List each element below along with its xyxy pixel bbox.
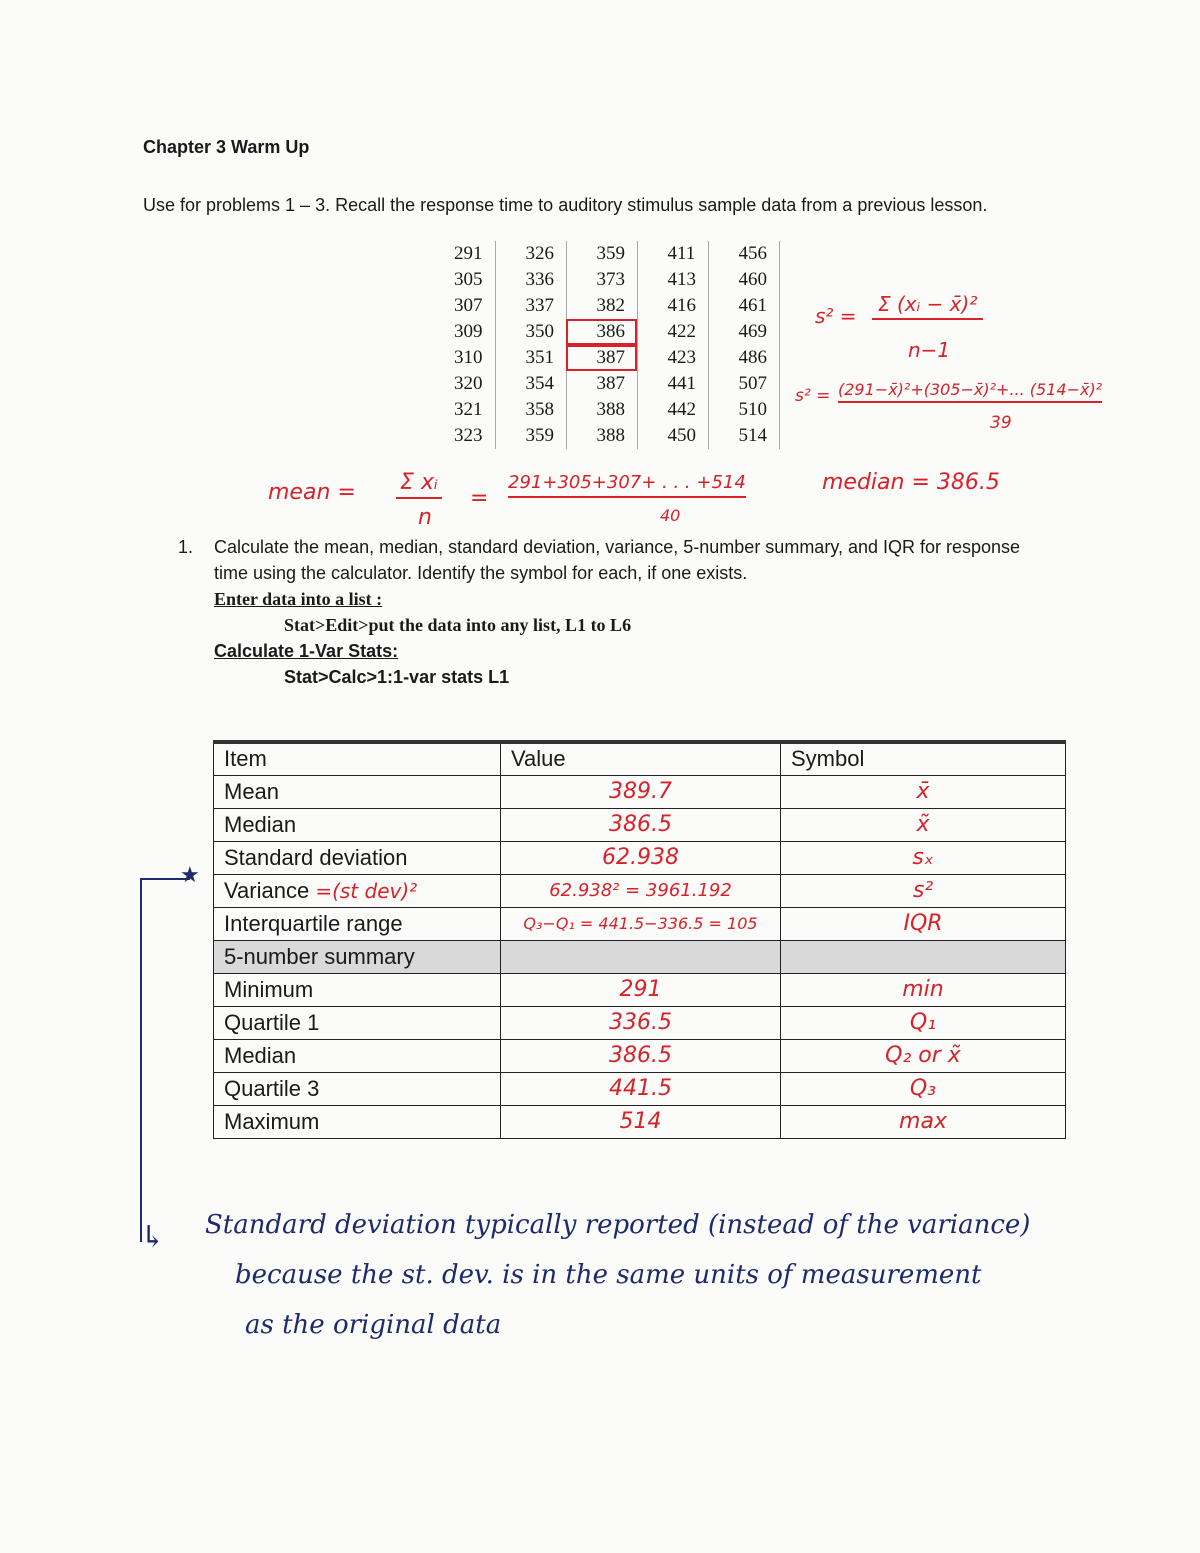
data-cell: 309 <box>424 319 495 345</box>
symbol-cell: IQR <box>781 907 1066 940</box>
question-text: Calculate the mean, median, standard deviation, variance, 5-number summary, and IQR for response time using the calculator. Identify the symbol for each, if one exists. <box>214 537 1021 583</box>
table-row <box>424 293 779 319</box>
symbol-cell: s² <box>781 874 1066 907</box>
data-cell: 350 <box>495 319 566 345</box>
table-row <box>214 1072 1066 1105</box>
data-cell: 413 <box>637 267 708 293</box>
handwritten-note <box>205 1200 1125 1350</box>
statistics-table <box>213 740 1066 1139</box>
table-row <box>424 345 779 371</box>
data-cell: 461 <box>708 293 779 319</box>
table-row <box>424 319 779 345</box>
variance-formula-denominator: n−1 <box>908 338 951 362</box>
table-row <box>214 907 1066 940</box>
table-row <box>214 1039 1066 1072</box>
question-number: 1. <box>178 537 194 557</box>
data-cell: 456 <box>708 241 779 267</box>
data-cell: 382 <box>566 293 637 319</box>
data-cell-highlighted: 386 <box>566 319 637 345</box>
table-row <box>214 775 1066 808</box>
variance-formula-lhs: s² = <box>815 304 857 328</box>
data-cell: 310 <box>424 345 495 371</box>
value-cell: 386.5 <box>501 1039 781 1072</box>
data-cell: 388 <box>566 397 637 423</box>
table-row <box>424 241 779 267</box>
table-row <box>214 874 1066 907</box>
data-cell: 305 <box>424 267 495 293</box>
table-row <box>424 397 779 423</box>
table-row <box>214 841 1066 874</box>
data-cell: 291 <box>424 241 495 267</box>
data-cell: 411 <box>637 241 708 267</box>
variance-note: =(st dev)² <box>315 878 418 903</box>
item-cell <box>214 874 501 907</box>
value-cell: 386.5 <box>501 808 781 841</box>
value-cell: 62.938 <box>501 841 781 874</box>
question-1 <box>178 534 1058 690</box>
value-cell: 291 <box>501 973 781 1006</box>
symbol-cell: Q₃ <box>781 1072 1066 1105</box>
mean-formula-denominator: n <box>418 505 432 530</box>
data-cell: 460 <box>708 267 779 293</box>
item-label: Variance <box>224 877 310 903</box>
symbol-cell: max <box>781 1105 1066 1138</box>
table-row <box>424 371 779 397</box>
item-cell: Quartile 1 <box>214 1006 501 1039</box>
data-cell: 486 <box>708 345 779 371</box>
median-annotation: median = 386.5 <box>822 470 1000 495</box>
data-cell: 422 <box>637 319 708 345</box>
item-cell: Median <box>214 1039 501 1072</box>
response-time-data-table <box>424 241 780 449</box>
note-line: because the st. dev. is in the same units of measurement <box>235 1260 982 1290</box>
data-cell: 351 <box>495 345 566 371</box>
variance-expanded-lhs: s² = <box>795 386 831 406</box>
data-cell: 373 <box>566 267 637 293</box>
star-marker-icon: ★ <box>180 862 200 887</box>
data-cell: 336 <box>495 267 566 293</box>
column-header-value: Value <box>501 742 781 775</box>
variance-expanded-numerator: (291−x̄)²+(305−x̄)²+... (514−x̄)² <box>838 380 1102 403</box>
data-cell: 358 <box>495 397 566 423</box>
value-cell: 62.938² = 3961.192 <box>501 874 781 907</box>
arrow-icon: ↳ <box>140 1220 166 1255</box>
bracket-line <box>140 878 190 1242</box>
step-1-body: Stat>Edit>put the data into any list, L1 to L6 <box>284 615 632 635</box>
data-cell-highlighted: 387 <box>566 345 637 371</box>
item-cell: Maximum <box>214 1105 501 1138</box>
data-cell: 441 <box>637 371 708 397</box>
value-cell: 336.5 <box>501 1006 781 1039</box>
data-cell: 321 <box>424 397 495 423</box>
data-cell: 326 <box>495 241 566 267</box>
table-row <box>214 1006 1066 1039</box>
step-1-heading: Enter data into a list : <box>214 589 383 609</box>
data-cell: 387 <box>566 371 637 397</box>
table-row <box>424 267 779 293</box>
data-cell: 359 <box>495 423 566 449</box>
item-cell: Minimum <box>214 973 501 1006</box>
symbol-cell: x̄ <box>781 775 1066 808</box>
data-cell: 507 <box>708 371 779 397</box>
data-cell: 388 <box>566 423 637 449</box>
data-cell: 416 <box>637 293 708 319</box>
mean-formula-numerator: Σ xᵢ <box>396 470 442 499</box>
column-header-item: Item <box>214 742 501 775</box>
item-cell: Standard deviation <box>214 841 501 874</box>
symbol-cell: min <box>781 973 1066 1006</box>
data-cell: 423 <box>637 345 708 371</box>
intro-text: Use for problems 1 – 3. Recall the response time to auditory stimulus sample data from a previous lesson. <box>143 195 988 215</box>
step-2-body: Stat>Calc>1:1-var stats L1 <box>284 667 510 687</box>
variance-formula-numerator: Σ (xᵢ − x̄)² <box>872 292 983 320</box>
item-cell: Median <box>214 808 501 841</box>
data-cell: 469 <box>708 319 779 345</box>
table-row <box>214 808 1066 841</box>
data-cell: 323 <box>424 423 495 449</box>
table-row <box>424 423 779 449</box>
symbol-cell: x̃ <box>781 808 1066 841</box>
data-cell: 450 <box>637 423 708 449</box>
variance-expanded-denominator: 39 <box>990 413 1012 433</box>
value-cell: Q₃−Q₁ = 441.5−336.5 = 105 <box>501 907 781 940</box>
value-cell: 441.5 <box>501 1072 781 1105</box>
data-cell: 514 <box>708 423 779 449</box>
item-cell: Quartile 3 <box>214 1072 501 1105</box>
value-cell: 514 <box>501 1105 781 1138</box>
table-row <box>214 1105 1066 1138</box>
empty-cell <box>781 940 1066 973</box>
value-cell: 389.7 <box>501 775 781 808</box>
symbol-cell: Q₂ or x̃ <box>781 1039 1066 1072</box>
item-cell: Interquartile range <box>214 907 501 940</box>
data-cell: 307 <box>424 293 495 319</box>
empty-cell <box>501 940 781 973</box>
mean-sum-denominator: 40 <box>660 506 681 525</box>
data-cell: 510 <box>708 397 779 423</box>
section-label: 5-number summary <box>214 940 501 973</box>
page-title: Chapter 3 Warm Up <box>143 137 310 157</box>
data-cell: 320 <box>424 371 495 397</box>
item-cell: Mean <box>214 775 501 808</box>
symbol-cell: sₓ <box>781 841 1066 874</box>
column-header-symbol: Symbol <box>781 742 1066 775</box>
mean-label: mean = <box>268 480 356 505</box>
symbol-cell: Q₁ <box>781 1006 1066 1039</box>
data-cell: 354 <box>495 371 566 397</box>
table-header-row <box>214 742 1066 775</box>
mean-equals: = <box>470 486 489 511</box>
table-row <box>214 973 1066 1006</box>
data-cell: 337 <box>495 293 566 319</box>
step-2-heading: Calculate 1-Var Stats: <box>214 641 399 661</box>
note-line: Standard deviation typically reported (instead of the variance) <box>205 1210 1031 1240</box>
note-line: as the original data <box>245 1310 502 1340</box>
data-cell: 359 <box>566 241 637 267</box>
data-cell: 442 <box>637 397 708 423</box>
section-row <box>214 940 1066 973</box>
mean-sum-expression: 291+305+307+ . . . +514 <box>508 472 746 498</box>
